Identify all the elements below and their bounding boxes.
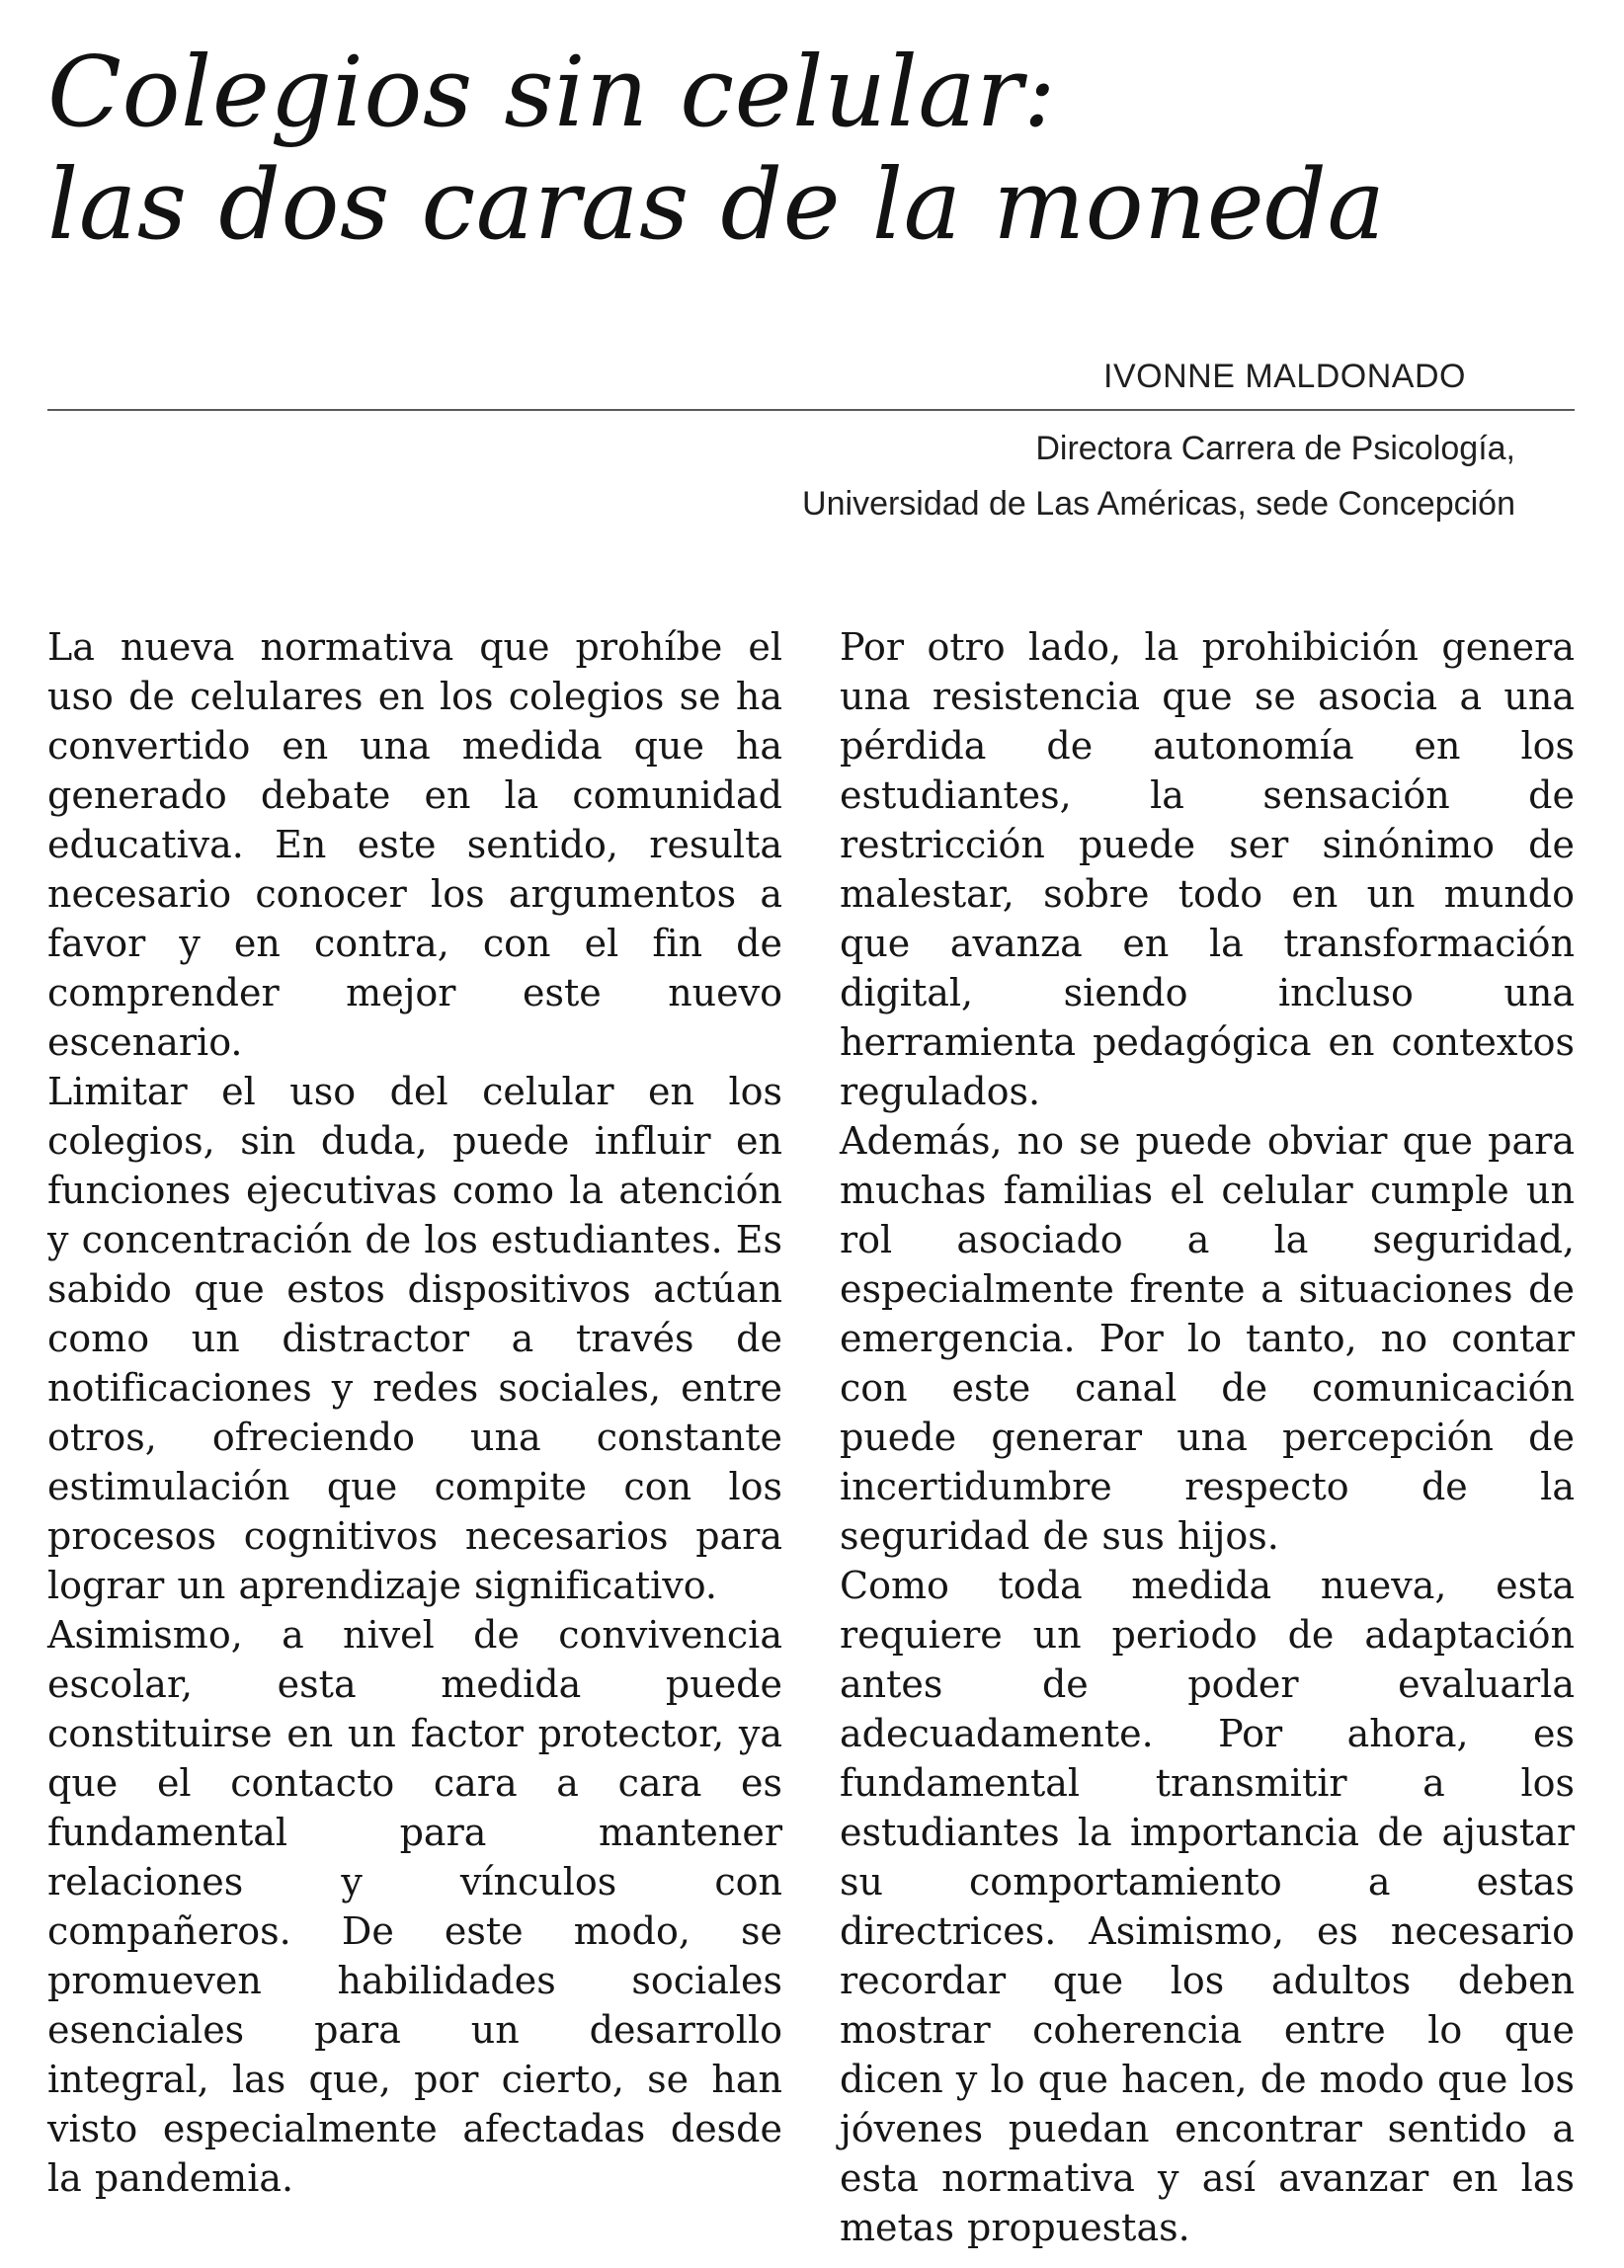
- author-affiliation: Universidad de Las Américas, sede Concepción: [802, 485, 1515, 524]
- paragraph: La nueva normativa que prohíbe el uso de celulares en los colegios se ha convertido en una medida que ha generado debate en la comunidad educativa. En este sentido, resulta necesario conocer los argumentos a favor y en contra, con el fin de comprender mejor este nuevo escenario.: [47, 624, 782, 1064]
- paragraph: Asimismo, a nivel de convivencia escolar, esta medida puede constituirse en un factor protector, ya que el contacto cara a cara es fundamental para mantener relaciones y vínculos con compañeros. De este modo, se promueven habilidades sociales esenciales para un desarrollo integral, las que, por cierto, se han visto especialmente afectadas desde la pandemia.: [47, 1612, 782, 2200]
- article-title: [47, 38, 1575, 262]
- article-body: [47, 622, 1575, 2252]
- byline-divider: [47, 409, 1575, 411]
- paragraph: Limitar el uso del celular en los colegios, sin duda, puede influir en funciones ejecutivas como la atención y concentración de los estudiantes. Es sabido que estos dispositivos actúan como un distractor a través de notificaciones y redes sociales, entre otros, ofreciendo una constante estimulación que compite con los procesos cognitivos necesarios para lograr un aprendizaje significativo.: [47, 1069, 782, 1607]
- author-role: Directora Carrera de Psicología,: [1035, 430, 1515, 468]
- article-title-line-1: Colegios sin celular:: [47, 37, 1057, 149]
- paragraph: Además, no se puede obviar que para muchas familias el celular cumple un rol asociado a la seguridad, especialmente frente a situaciones de emergencia. Por lo tanto, no contar con este canal de comunicación puede generar una percepción de incertidumbre respecto de la seguridad de sus hijos.: [840, 1118, 1575, 1558]
- article-title-line-2: las dos caras de la moneda: [47, 148, 1386, 262]
- paragraph: Por otro lado, la prohibición genera una resistencia que se asocia a una pérdida de autonomía en los estudiantes, la sensación de restricción puede ser sinónimo de malestar, sobre todo en un mundo que avanza en la transformación digital, siendo incluso una herramienta pedagógica en contextos regulados.: [840, 624, 1575, 1113]
- byline: [47, 357, 1575, 527]
- author-name: IVONNE MALDONADO: [1103, 358, 1466, 396]
- paragraph: Como toda medida nueva, esta requiere un periodo de adaptación antes de poder evaluarla adecuadamente. Por ahora, es fundamental transmitir a los estudiantes la importancia de ajustar su comportamiento a estas directrices. Asimismo, es necesario recordar que los adultos deben mostrar coherencia entre lo que dicen y lo que hacen, de modo que los jóvenes puedan encontrar sentido a esta normativa y así avanzar en las metas propuestas.: [840, 1563, 1575, 2249]
